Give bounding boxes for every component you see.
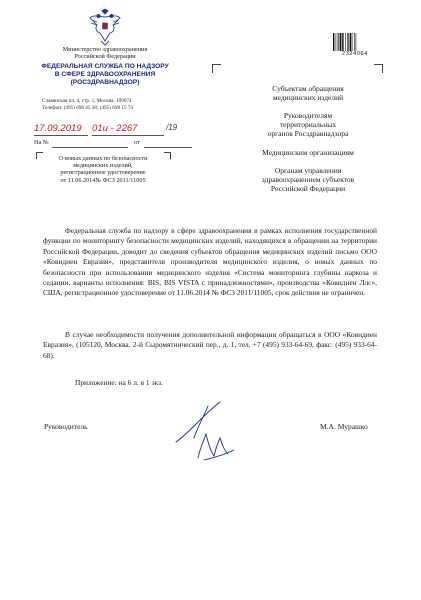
address-line-2: Телефон: (495) 698 45 38; (495) 698 15 74 (42, 104, 134, 111)
recipient-4-line-3: Российской Федерации (270, 184, 346, 194)
recipient-2-line-1: Руководителям (283, 111, 333, 120)
reference-date-label: от (134, 139, 140, 146)
agency-line-2: В СФЕРЕ ЗДРАВООХРАНЕНИЯ (54, 71, 156, 78)
recipient-1-line-1: Субъектам обращения (272, 84, 344, 93)
reference-number-label: На № (34, 139, 49, 146)
reference-number-underline (52, 147, 128, 148)
recipients-corner-left (212, 64, 221, 73)
signer-role: Руководитель (44, 422, 88, 431)
reference-date-underline (144, 147, 192, 148)
agency-address (42, 98, 172, 111)
recipient-2 (228, 111, 388, 139)
number-underline (92, 135, 164, 136)
signature-icon (168, 398, 240, 466)
coat-of-arms-icon (88, 8, 122, 46)
number-suffix: /19 (166, 123, 178, 132)
ministry-name (40, 46, 170, 61)
recipients-corner-right (374, 64, 383, 73)
address-line-1: Славянская пл. 4, стр. 1, Москва, 109074 (42, 98, 132, 104)
subject-corner-left (36, 152, 43, 159)
barcode-icon (333, 33, 377, 51)
subject-line-1: О новых данных по безопасности (58, 155, 148, 162)
appendix-note: Приложение: на 6 л. в 1 экз. (75, 378, 163, 387)
agency-line-1: ФЕДЕРАЛЬНАЯ СЛУЖБА ПО НАДЗОРУ (41, 63, 169, 70)
subject-line-3: регистрационное удостоверение (60, 169, 146, 177)
subject-line-4: от 11.06.2014№ ФСЗ 2011/11005 (60, 176, 146, 184)
handwritten-date: 17.09.2019 (34, 123, 82, 134)
ministry-line-1: Министерство здравоохранения (62, 46, 148, 53)
date-underline (34, 135, 88, 136)
recipient-2-line-2: территориальных (279, 120, 337, 130)
recipient-1-line-2: медицинских изделий (272, 93, 344, 103)
subject-line-2: медицинских изделий, (73, 162, 133, 170)
recipient-3-line-1: Медицинским организациям (262, 148, 354, 157)
barcode-number: 2324064 (342, 51, 368, 57)
body-paragraph-2-text: В случае необходимости получения дополнительной информации обращаться в ООО «Ковидиен Евразия», (105120, Москва, 2-й Сыромятнический пер., д. 1, тел. +7 (495) 933-64-69, факс: (495) 933-64-68). (43, 330, 377, 360)
ministry-line-2: Российской Федерации (74, 53, 136, 61)
agency-line-3: (РОСЗДРАВНАДЗОР) (70, 79, 140, 86)
recipient-4-line-1: Органам управления (274, 166, 342, 175)
agency-name (32, 63, 178, 87)
recipient-1 (228, 84, 388, 102)
body-paragraph-2 (43, 330, 377, 361)
body-paragraph-1 (43, 226, 377, 299)
signer-name: М.А. Мурашко (320, 422, 368, 431)
subject-corner-right (164, 152, 171, 159)
recipient-4-line-2: здравоохранением субъектов (261, 175, 355, 185)
reference-row (34, 139, 194, 149)
handwritten-number: 01и - 2267 (92, 123, 138, 134)
body-paragraph-1-text: Федеральная служба по надзору в сфере здравоохранения в рамках исполнения государственной функции по мониторингу безопасности медицинских изделий, находящихся в обращении на территории Российской Федерации, доводит до сведения субъектов обращения медицинских изделий письмо ООО «Ковидиен Евразия», представителя производителя медицинского изделия, о новых данных по безопасности при использовании медицинского изделия «Система мониторинга глубины наркоза и седации, варианты исполнения: BIS, BIS VISTA с принадлежностями», производства «Ковидиен Ллс», США, регистрационное удостоверение от 11.06.2014 № ФСЗ 2011/11005, срок действия не ограничен. (43, 226, 377, 298)
recipient-3 (228, 148, 388, 157)
recipient-4 (228, 166, 388, 194)
letter-subject (44, 155, 162, 184)
recipient-2-line-3: органов Росздравнадзора (267, 129, 349, 139)
